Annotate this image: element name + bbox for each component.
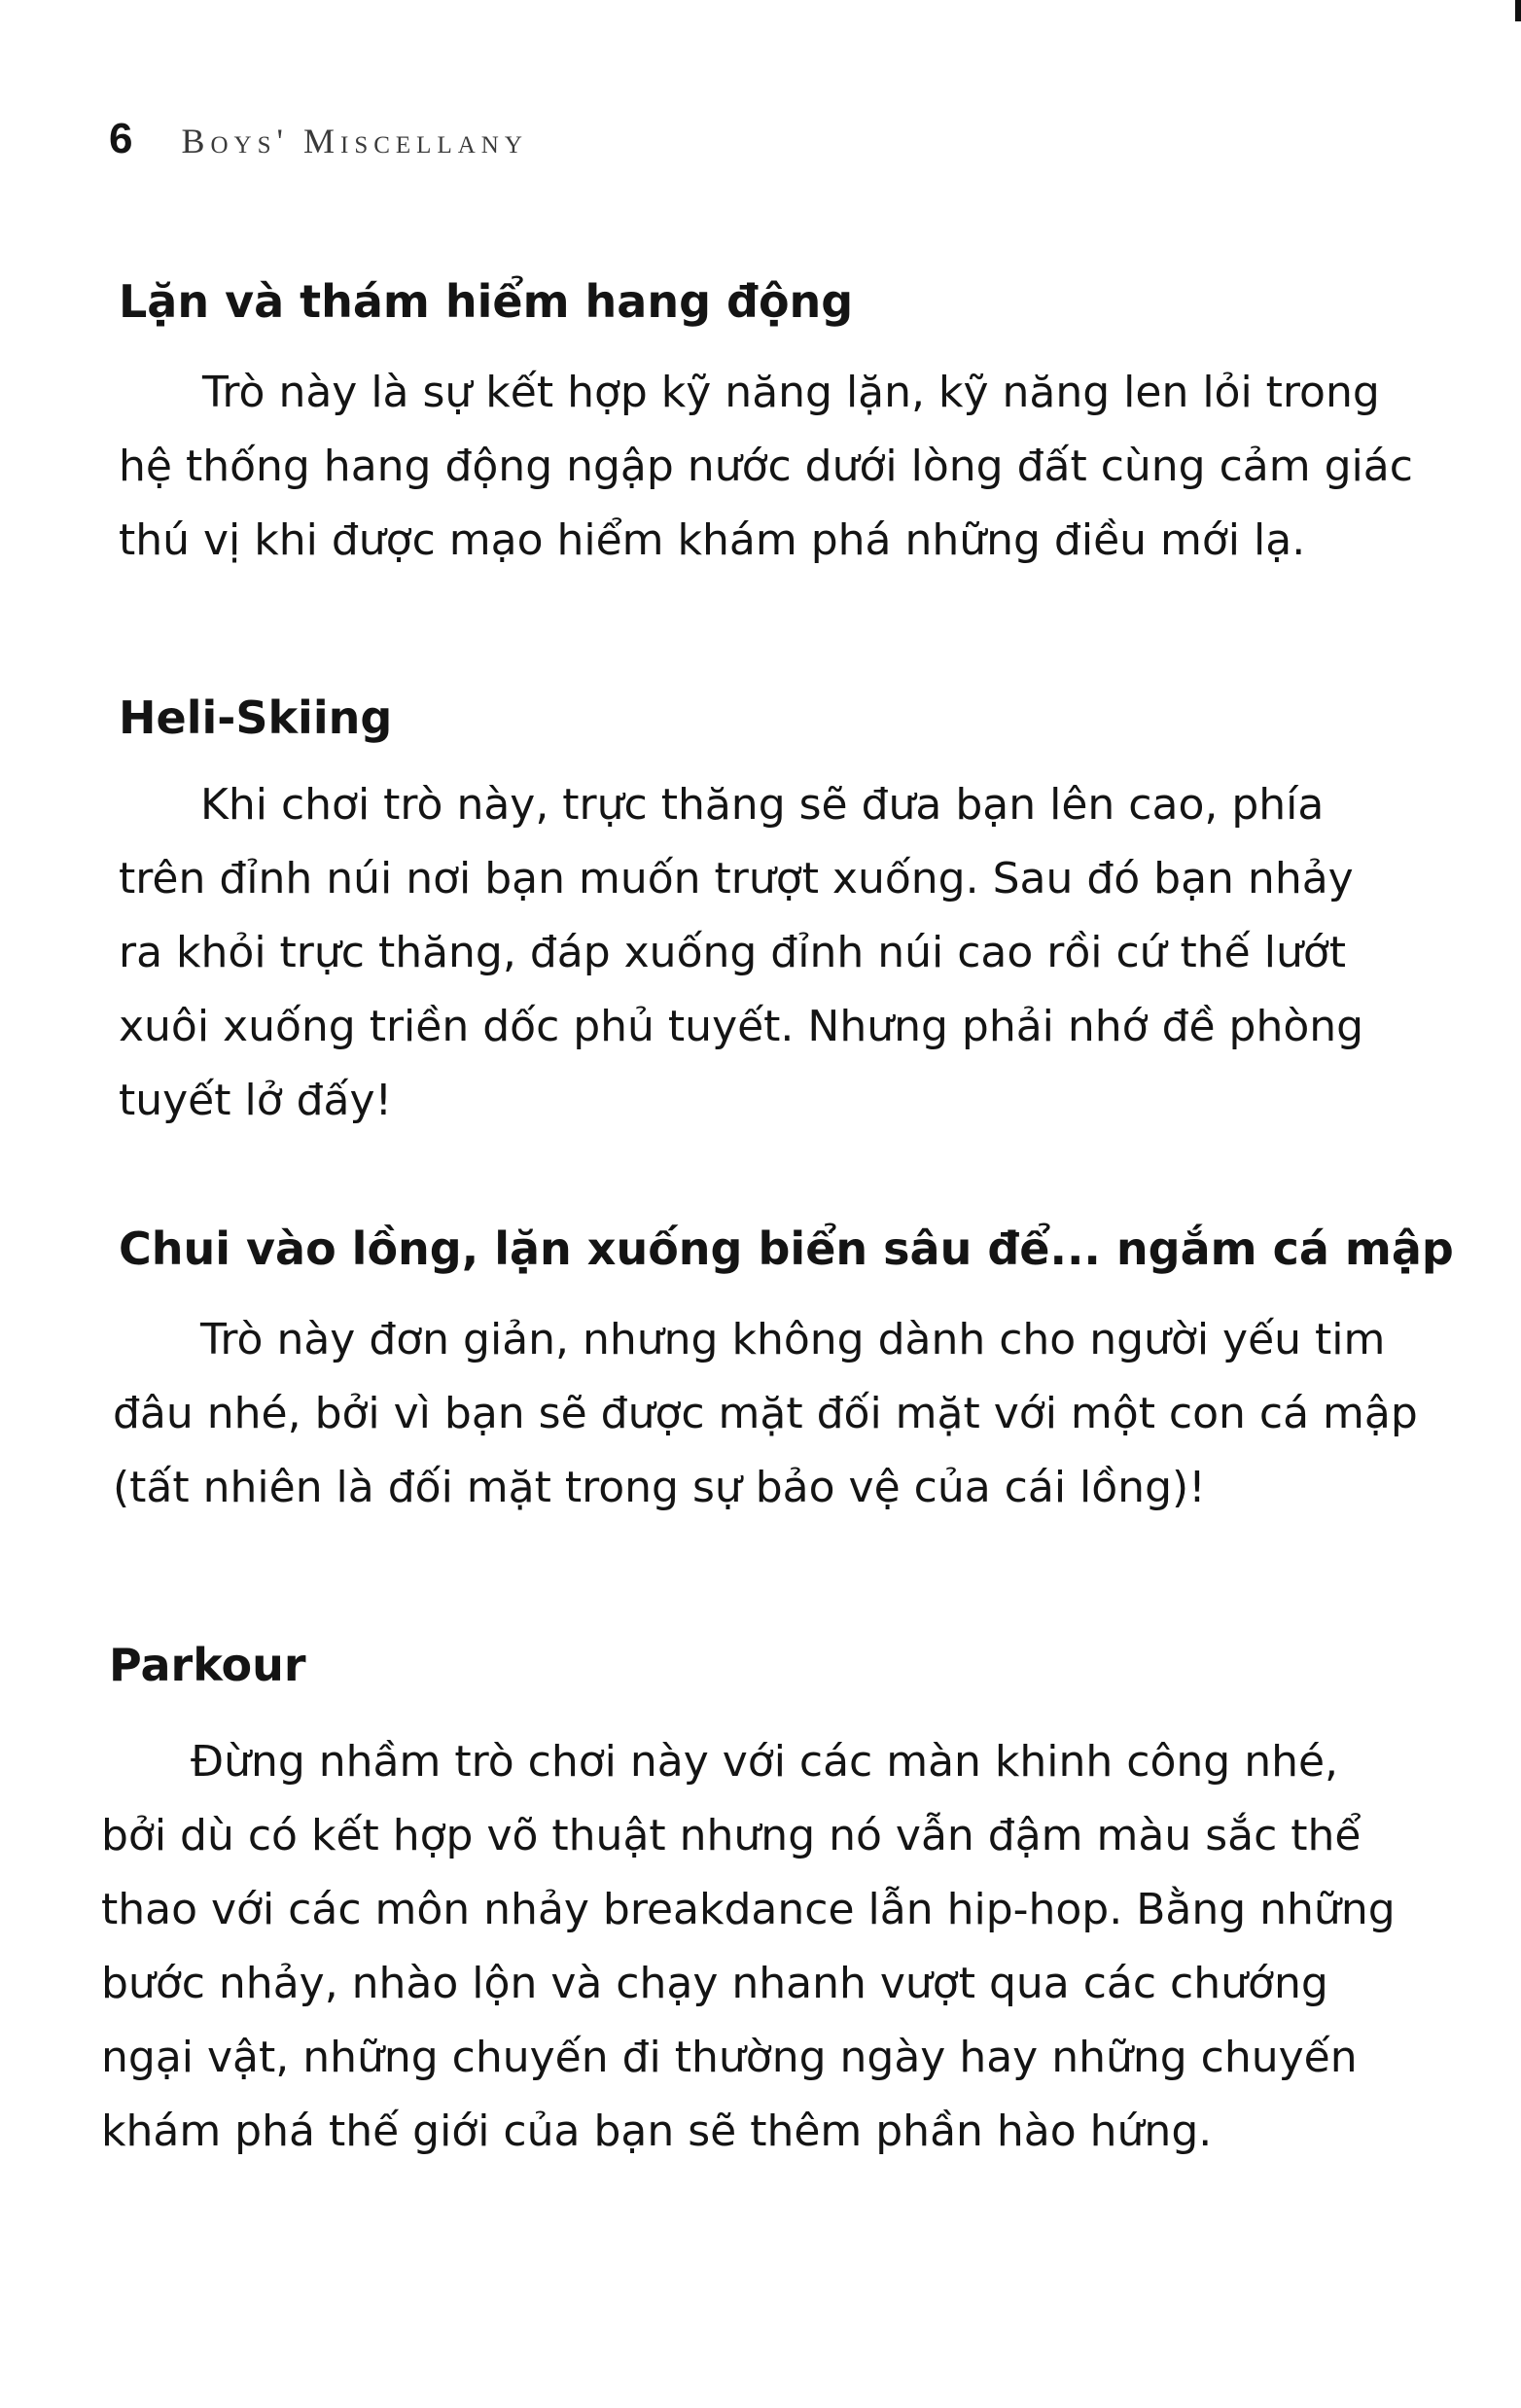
body-line: khám phá thế giới của bạn sẽ thêm phần hào hứng. [101, 2107, 1213, 2156]
body-line: xuôi xuống triền dốc phủ tuyết. Nhưng phải nhớ đề phòng [119, 1002, 1364, 1051]
body-line: thú vị khi được mạo hiểm khám phá những điều mới lạ. [119, 515, 1306, 565]
section-body [0, 1725, 1521, 2169]
section-cave-diving [0, 272, 1521, 578]
body-line: ra khỏi trực thăng, đáp xuống đỉnh núi cao rồi cứ thế lướt [119, 928, 1347, 977]
body-line: trên đỉnh núi nơi bạn muốn trượt xuống. Sau đó bạn nhảy [119, 854, 1354, 903]
body-line: bước nhảy, nhào lộn và chạy nhanh vượt qua các chướng [101, 1959, 1328, 2008]
page-number: 6 [109, 115, 133, 162]
page-edge-mark [1515, 0, 1521, 21]
body-line: Đừng nhầm trò chơi này với các màn khinh công nhé, [191, 1737, 1339, 1787]
section-shark-cage [0, 1220, 1521, 1525]
running-head [109, 115, 528, 183]
section-heading: Parkour [109, 1639, 306, 1691]
body-line: thao với các môn nhảy breakdance lẫn hip-hop. Bằng những [101, 1885, 1396, 1934]
body-line: (tất nhiên là đối mặt trong sự bảo vệ của cái lồng)! [113, 1463, 1206, 1512]
running-title: Boys' Miscellany [181, 122, 528, 160]
body-line: tuyết lở đấy! [119, 1076, 393, 1125]
body-line: hệ thống hang động ngập nước dưới lòng đất cùng cảm giác [119, 442, 1413, 491]
section-parkour [0, 1636, 1521, 2169]
section-body [0, 356, 1521, 578]
body-line: Khi chơi trò này, trực thăng sẽ đưa bạn lên cao, phía [200, 780, 1325, 830]
section-body [0, 1303, 1521, 1525]
body-line: ngại vật, những chuyến đi thường ngày hay những chuyến [101, 2033, 1358, 2082]
section-heli-skiing [0, 689, 1521, 1138]
section-heading: Lặn và thám hiểm hang động [119, 275, 854, 328]
section-heading: Heli-Skiing [119, 691, 393, 744]
body-line: đâu nhé, bởi vì bạn sẽ được mặt đối mặt với một con cá mập [113, 1389, 1418, 1438]
body-line: Trò này đơn giản, nhưng không dành cho người yếu tim [200, 1315, 1386, 1364]
section-body [0, 768, 1521, 1138]
body-line: bởi dù có kết hợp võ thuật nhưng nó vẫn đậm màu sắc thể [101, 1811, 1362, 1860]
body-line: Trò này là sự kết hợp kỹ năng lặn, kỹ năng len lỏi trong [202, 368, 1380, 417]
section-heading: Chui vào lồng, lặn xuống biển sâu để... ngắm cá mập [119, 1222, 1454, 1275]
